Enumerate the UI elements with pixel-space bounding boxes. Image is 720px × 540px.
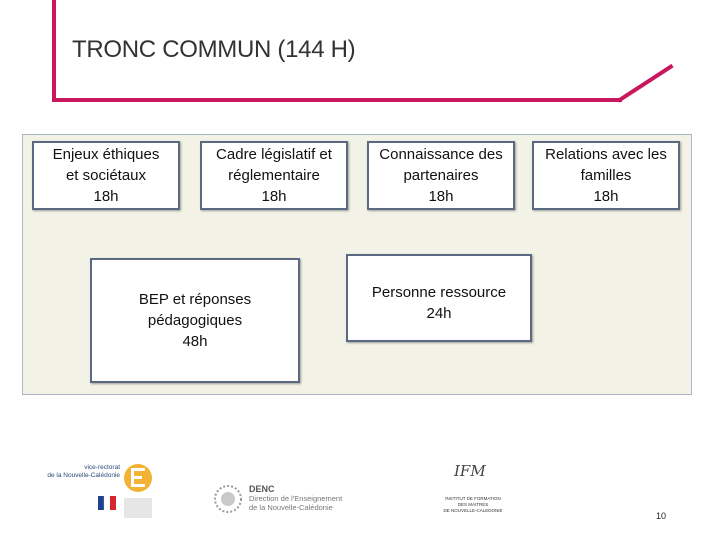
ifm-logo bbox=[438, 462, 508, 520]
module-cadre-legislatif: Cadre législatif et réglementaire 18h bbox=[200, 141, 348, 210]
denc-emblem-icon bbox=[213, 484, 243, 514]
ifm-full-name: INSTITUT DE FORMATION DES MAITRES DE NOUVELLE-CALEDONIE bbox=[443, 496, 503, 513]
vice-rectorat-logo bbox=[45, 458, 155, 528]
module-enjeux-ethiques: Enjeux éthiques et sociétaux 18h bbox=[32, 141, 180, 210]
module-connaissance-partenaires: Connaissance des partenaires 18h bbox=[367, 141, 515, 210]
module-bep-reponses: BEP et réponses pédagogiques 48h bbox=[90, 258, 300, 383]
denc-logo bbox=[213, 482, 383, 518]
denc-name: DENC bbox=[249, 484, 275, 494]
denc-full-name: Direction de l'Enseignement de la Nouvelle-Calédonie bbox=[249, 494, 343, 512]
accent-line-left bbox=[52, 0, 56, 100]
vice-rectorat-text: vice-rectorat de la Nouvelle-Calédonie bbox=[47, 464, 120, 479]
ifm-name: IFM bbox=[454, 462, 486, 480]
accent-line-diagonal bbox=[617, 64, 674, 103]
accent-line-bottom bbox=[52, 98, 622, 102]
module-relations-familles: Relations avec les familles 18h bbox=[532, 141, 680, 210]
education-e-icon bbox=[121, 458, 155, 522]
modules-panel bbox=[22, 134, 692, 395]
slide-title: TRONC COMMUN (144 H) bbox=[72, 36, 356, 63]
marianne-flag-icon bbox=[98, 496, 116, 510]
page-number: 10 bbox=[656, 511, 667, 521]
module-personne-ressource: Personne ressource 24h bbox=[346, 254, 532, 342]
